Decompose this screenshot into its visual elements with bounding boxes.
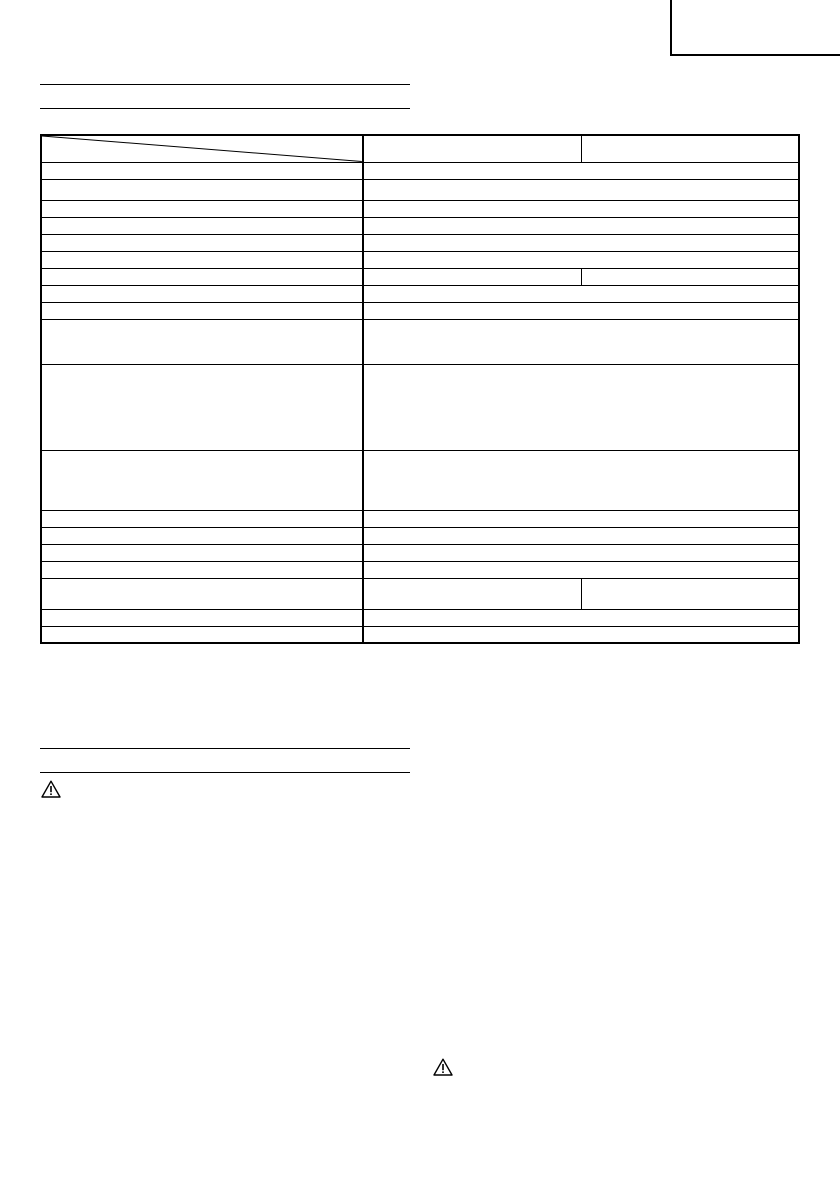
- row-value: [363, 544, 799, 561]
- row-label: [41, 609, 363, 626]
- row-value: [363, 510, 799, 527]
- table-row: [41, 319, 799, 364]
- row-label: [41, 268, 363, 285]
- row-label: [41, 527, 363, 544]
- model-header-1: [363, 135, 582, 162]
- row-label: [41, 302, 363, 319]
- row-label: [41, 561, 363, 578]
- row-label: [41, 510, 363, 527]
- specifications-table: [40, 134, 800, 644]
- table-row: [41, 561, 799, 578]
- table-row: [41, 510, 799, 527]
- row-value: [363, 200, 799, 217]
- row-label: [41, 578, 363, 609]
- row-value: [363, 234, 799, 251]
- row-label: [41, 251, 363, 268]
- table-row: [41, 578, 799, 609]
- table-row: [41, 268, 799, 285]
- row-label: [41, 285, 363, 302]
- row-value-model-1: [363, 268, 582, 285]
- table-row: [41, 200, 799, 217]
- table-row: [41, 364, 799, 450]
- warning-icon: [41, 780, 61, 798]
- table-row: [41, 609, 799, 626]
- table-row: [41, 626, 799, 643]
- row-value: [363, 527, 799, 544]
- table-row: [41, 162, 799, 179]
- table-header-row: [41, 135, 799, 162]
- specifications-heading: [40, 84, 410, 109]
- row-label: [41, 319, 363, 364]
- row-value: [363, 179, 799, 200]
- second-section-heading: [40, 748, 410, 773]
- row-label: [41, 364, 363, 450]
- diagonal-header-cell: [41, 135, 363, 162]
- table-row: [41, 302, 799, 319]
- row-label: [41, 626, 363, 643]
- row-value: [363, 450, 799, 510]
- warning-icon: [433, 1058, 453, 1076]
- diagonal-line: [42, 136, 362, 162]
- row-label: [41, 217, 363, 234]
- row-value: [363, 285, 799, 302]
- row-value-model-2: [581, 268, 799, 285]
- table-row: [41, 527, 799, 544]
- table-row: [41, 234, 799, 251]
- row-label: [41, 234, 363, 251]
- row-value-model-2: [581, 578, 799, 609]
- row-value: [363, 626, 799, 643]
- row-value: [363, 364, 799, 450]
- row-label: [41, 179, 363, 200]
- row-value: [363, 609, 799, 626]
- row-label: [41, 162, 363, 179]
- model-header-2: [581, 135, 799, 162]
- table-row: [41, 450, 799, 510]
- row-value: [363, 217, 799, 234]
- row-value: [363, 319, 799, 364]
- table-row: [41, 285, 799, 302]
- row-value: [363, 302, 799, 319]
- row-label: [41, 544, 363, 561]
- table-row: [41, 217, 799, 234]
- language-tab: [670, 0, 840, 56]
- row-value: [363, 561, 799, 578]
- table-row: [41, 544, 799, 561]
- table-row: [41, 251, 799, 268]
- row-value: [363, 251, 799, 268]
- row-value-model-1: [363, 578, 582, 609]
- row-label: [41, 450, 363, 510]
- row-value: [363, 162, 799, 179]
- row-label: [41, 200, 363, 217]
- table-row: [41, 179, 799, 200]
